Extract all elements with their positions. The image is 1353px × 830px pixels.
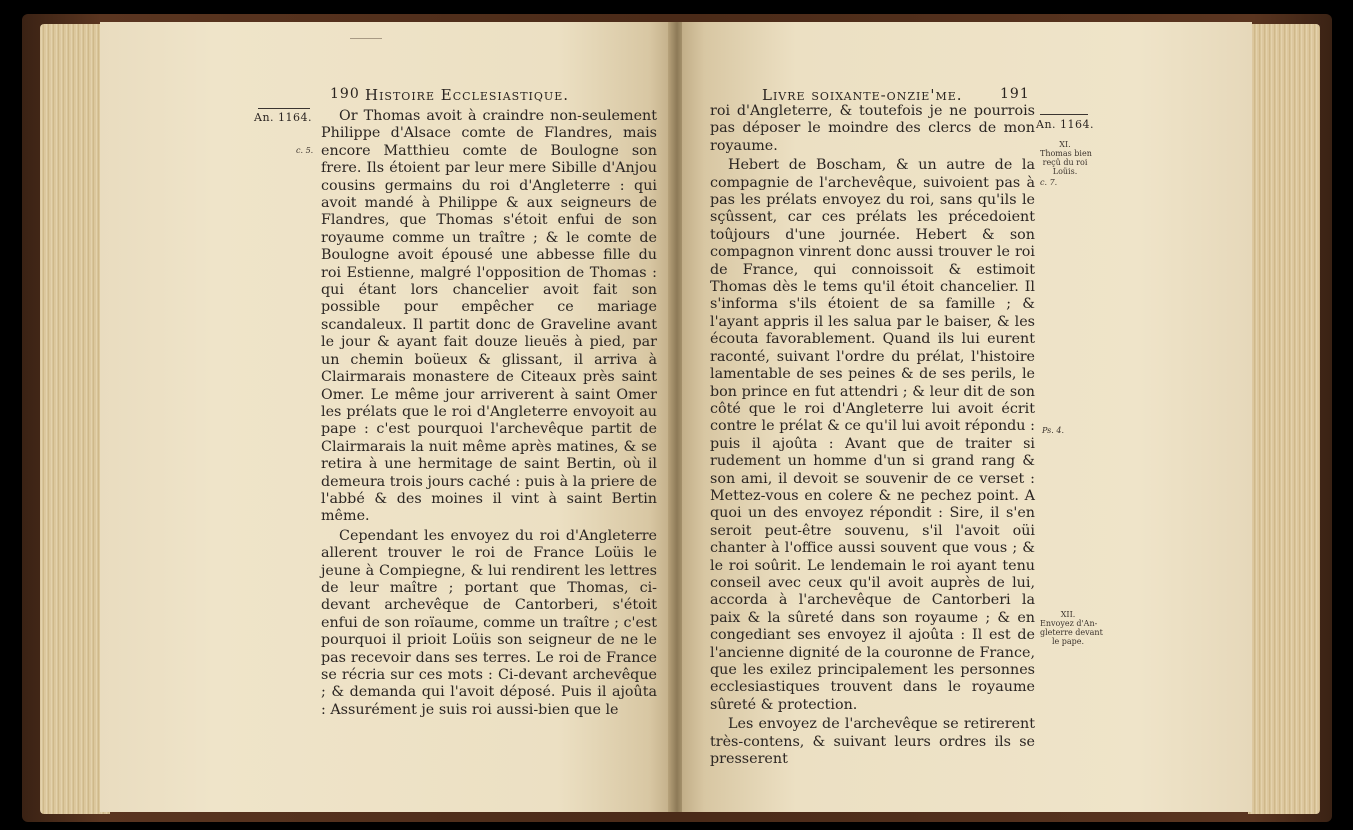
margin-note-xi xyxy=(1040,140,1090,187)
margin-note-xii xyxy=(1040,610,1103,646)
note-xi-line-3: Loüis. xyxy=(1052,167,1078,176)
right-paragraph-1: roi d'Angleterre, & toutefois je ne pourrois pas déposer le moindre des clercs de mon royaume. xyxy=(710,103,1035,154)
note-xii-line-1: Envoyez d'An- xyxy=(1040,619,1098,628)
margin-ref-psalm: Ps. 4. xyxy=(1042,426,1064,435)
left-paragraph-2: Cependant les envoyez du roi d'Angleterre allerent trouver le roi de France Loüis le jeune à Compiegne, & lui rendirent les lettres de leur maître ; portant que Thomas, ci-devant archevêque de Cantorberi, s'étoit enfui de son roïaume, comme un traître ; c'est pourquoi il prioit Loüis son seigneur de ne le pas recevoir dans ses terres. Le roi de France se récria sur ces mots : Ci-devant archevêque ; & demanda qui l'avoit déposé. Puis il ajoûta : Assurément je suis roi aussi-bien que le xyxy=(321,527,657,718)
right-paragraph-3: Les envoyez de l'archevêque se retirerent très-contens, & suivant leurs ordres ils se presserent xyxy=(710,716,1035,768)
note-xi-line-1: Thomas bien xyxy=(1040,149,1092,158)
left-running-title: Histoire Ecclesiastique. xyxy=(365,86,569,104)
right-paragraph-2: Hebert de Boscham, & un autre de la compagnie de l'archevêque, suivoient pas à pas les prélats envoyez du roi, sans qu'ils le sçûssent, car ces prélats les précedoient toûjours d'une journée. Hebert & son compagnon vinrent donc aussi trouver le roi de France, qui connoissoit & estimoit Thomas dès le tems qu'il étoit chancelier. Il s'informa s'ils étoient de sa famille ; & l'ayant appris il les salua par le baiser, & les écouta favorablement. Quand ils lui eurent raconté, suivant l'ordre du prélat, l'histoire lamentable de ses peines & de ses perils, le bon prince en fut attendri ; & leur dit de son côté que le roi d'Angleterre lui avoit écrit contre le prélat & ce qu'il lui avoit répondu : puis il ajoûta : Avant que de traiter si rudement un homme d'un si grand rang & son ami, il devoit se souvenir de ce verset : Mettez-vous en colere & ne pechez point. A quoi un des envoyez répondit : Sire, il s'en seroit peut-être souvenu, s'il l'avoit oüi chanter à l'office aussi souvent que vous ; & le roi soûrit. Le lendemain le roi ayant tenu conseil avec ceux qu'il avoit auprès de lui, accorda à l'archevêque de Cantorberi la paix & la sûreté dans son royaume ; & en congediant ses envoyez il ajoûta : Il est de l'ancienne dignité de la couronne de France, que les exilez principalement les personnes ecclesiastiques trouvent dans le royaume sûreté & protection. xyxy=(710,157,1035,713)
left-page-text xyxy=(321,108,657,719)
left-page xyxy=(100,22,672,812)
note-xi-ref: c. 7. xyxy=(1040,178,1058,187)
corner-mark xyxy=(350,38,382,48)
left-margin-rule xyxy=(258,108,310,109)
right-page xyxy=(682,22,1252,812)
left-paragraph-1: Or Thomas avoit à craindre non-seulement Philippe d'Alsace comte de Flandres, mais encore Matthieu comte de Boulogne son frere. Ils étoient par leur mere Sibille d'Anjou cousins germains du roi d'Angleterre : qui avoit mandé à Philippe & aux seigneurs de Flandres, que Thomas s'étoit enfui de son royaume comme un traître ; & le comte de Boulogne avoit épousé une abbesse fille du roi Estienne, malgré l'opposition de Thomas : qui étant lors chancelier avoit fait son possible pour empêcher ce mariage scandaleux. Il partit donc de Graveline avant le jour & ayant fait douze lieuës à pied, par un chemin boüeux & glissant, il arriva à Clairmarais monastere de Citeaux près saint Omer. Le même jour arriverent à saint Omer les prélats que le roi d'Angleterre envoyoit au pape : c'est pourquoi l'archevêque partit de Clairmarais la nuit même après matines, & se retira à une hermitage de saint Bertin, où il demeura trois jours caché : puis à la priere de l'abbé & des moines il vint à saint Bertin même. xyxy=(321,108,657,525)
note-xi-line-2: reçû du roi xyxy=(1042,158,1088,167)
note-xii-line-2: gleterre devant xyxy=(1040,628,1103,637)
left-margin-ref: c. 5. xyxy=(296,146,314,155)
right-page-edges xyxy=(1248,24,1320,814)
right-page-number: 191 xyxy=(1000,86,1030,102)
right-margin-rule xyxy=(1040,114,1088,115)
right-page-text xyxy=(710,103,1035,768)
note-xii-line-3: le pape. xyxy=(1051,637,1085,646)
left-page-number: 190 xyxy=(330,86,360,102)
note-xi-number: XI. xyxy=(1059,140,1071,149)
note-xii-number: XII. xyxy=(1060,610,1076,619)
right-margin-year: An. 1164. xyxy=(1036,118,1095,131)
left-margin-year: An. 1164. xyxy=(254,111,313,124)
right-running-title: Livre soixante-onzie'me. xyxy=(762,86,963,104)
